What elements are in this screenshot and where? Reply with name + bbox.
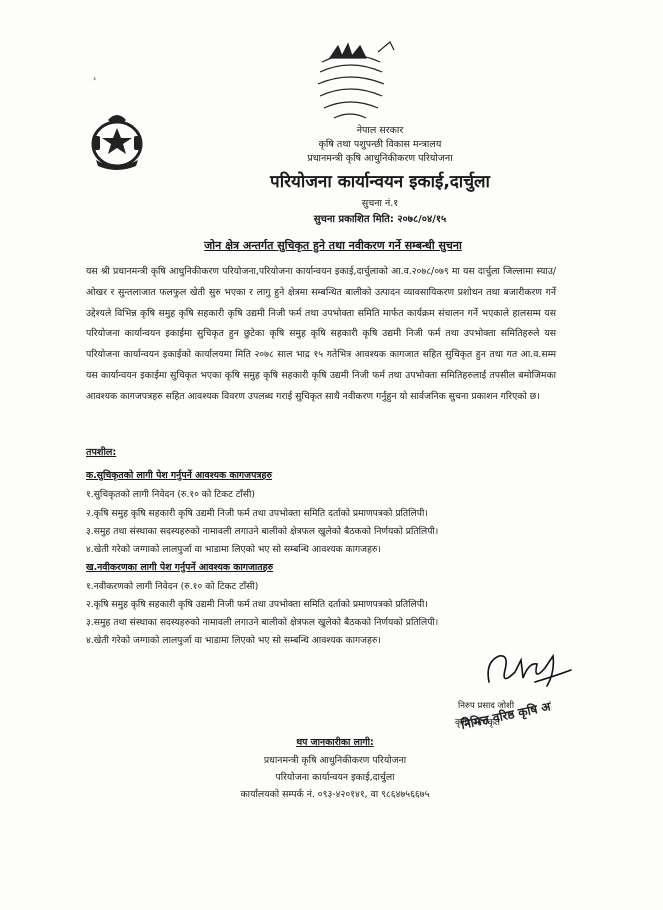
office-seal-icon [290, 38, 410, 124]
notice-number: सुचना नं.१ [361, 198, 399, 209]
margin-mark: › [93, 74, 97, 83]
header-project: प्रधानमन्त्री कृषि आधुनिकीकरण परियोजना [307, 153, 453, 164]
contact-line-project: प्रधानमन्त्री कृषि आधुनिकीकरण परियोजना [263, 755, 407, 766]
signatory-title: कृषि अधिकृत [455, 717, 501, 728]
list-item: ४.खेती गरेको जग्गाको लालपुर्जा वा भाडामा लिएको भए सो सम्बन्धि आवश्यक कागजहरु। [86, 544, 381, 555]
header-unit-title: परियोजना कार्यान्वयन इकाई,दार्चुला [270, 172, 490, 192]
section-b-title: ख.नवीकरणका लागी पेश गर्नुपर्ने आवश्यक कागजातहरु [86, 562, 274, 573]
list-item: २.कृषि समुह कृषि सहकारी कृषि उद्यमी निजी फर्म तथा उपभोक्ता समिति दर्ताको प्रमाणपत्रको प्रतिलिपी। [86, 599, 428, 610]
header-ministry: कृषि तथा पशुपन्छी विकास मन्त्रालय [318, 139, 442, 150]
contact-line-unit: परियोजना कार्यान्वयन इकाई,दार्चुला [275, 772, 395, 783]
list-item: १.नवीकरणको लागी निवेदन (रु.१० को टिकट टाँसी) [86, 581, 259, 592]
nepal-emblem-icon [88, 110, 146, 172]
details-heading: तपशील: [86, 447, 117, 458]
list-item: ३.समुह तथा संस्थाका सदस्यहरुको नामावली लगाउने बालीको क्षेत्रफल खुलेको बैठकको निर्णयको प्रतिलिपी। [86, 526, 439, 537]
notice-subject: जोन क्षेत्र अन्तर्गत सुचिकृत हुने तथा नवीकरण गर्ने सम्बन्धी सुचना [204, 239, 462, 252]
list-item: १.सुचिकृतको लागी निवेदन (रु.१० को टिकट टाँसी) [86, 489, 255, 500]
published-date: सुचना प्रकाशित मिति: २०७८/०४/१५ [313, 214, 447, 225]
notice-body: यस श्री प्रधानमन्त्री कृषि आधुनिकीकरण परियोजना,परियोजना कार्यान्वयन इकाई,दार्चुलाको आ.व.२०७८/०७९ मा यस दार्चुला जिल्लामा स्याउ/ओखर र सुन्तलाजात फलफुल खेती सुरु भएका र लागु हुने क्षेत्रमा सम्बन्धित बालीको उत्पादन व्यावसायिकरण प्रशोधन तथा बजारीकरण गर्ने उद्देश्यले विभिन्न कृषि समुह कृषि सहकारी कृषि उद्यमी निजी फर्म तथा उपभोक्ता समिति मार्फत कार्यक्रम संचालन गर्ने भएकाले हालसम्म यस परियोजना कार्यान्वयन इकाईमा सुचिकृत हुन छुटेका कृषि समुह कृषि सहकारी कृषि उद्यमी निजी फर्म तथा उपभोक्ता समितिहरुले यस परियोजना कार्यान्वयन इकाईको कार्यालयमा मिति २०७८ साल भाद्र १५ गतेभित्र आवश्यक कागजात सहित सुचिकृत हुन तथा गत आ.व.सम्म यस कार्यान्वयन इकाईमा सुचिकृत भएका कृषि समुह कृषि सहकारी कृषि उद्यमी निजी फर्म तथा उपभोक्ता समितिहरुलाई तपसील बमोजिमका आवश्यक कागजपत्रहरु सहित आवश्यक विवरण उपलब्ध गराई सुचिकृत साथै नवीकरण गर्नुहुन यो सार्वजनिक सुचना प्रकाशन गरिएको छ। [86, 266, 556, 402]
contact-phone: कार्यालयको सम्पर्क नं. ०९३-४२०१४१, वा ९८६४७५६६७५ [240, 789, 430, 800]
list-item: ४.खेती गरेको जग्गाको लालपुर्जा वा भाडामा लिएको भए सो सम्बन्धि आवश्यक कागजहरु। [86, 635, 381, 646]
stamp-text: निमित्त वरिष्ठ कृषि अधिकृत [459, 693, 555, 732]
list-item: ३.समुह तथा संस्थाका सदस्यहरुको नामावली लगाउने बालीको क्षेत्रफल खुलेको बैठकको निर्णयको प्रतिलिपी। [86, 617, 439, 628]
list-item: २.कृषि समुह कृषि सहकारी कृषि उद्यमी निजी फर्म तथा उपभोक्ता समिति दर्ताको प्रमाणपत्रको प्रतिलिपी। [86, 508, 428, 519]
official-stamp [453, 686, 555, 743]
section-a-title: क.सुचिकृतको लागी पेश गर्नुपर्ने आवश्यक कागजपत्रहरु [86, 470, 272, 481]
contact-label: थप जानकारीका लागी: [296, 737, 374, 748]
signatory-name: निरुप प्रसाद जोशी [458, 701, 515, 711]
header-government: नेपाल सरकार [356, 125, 404, 136]
